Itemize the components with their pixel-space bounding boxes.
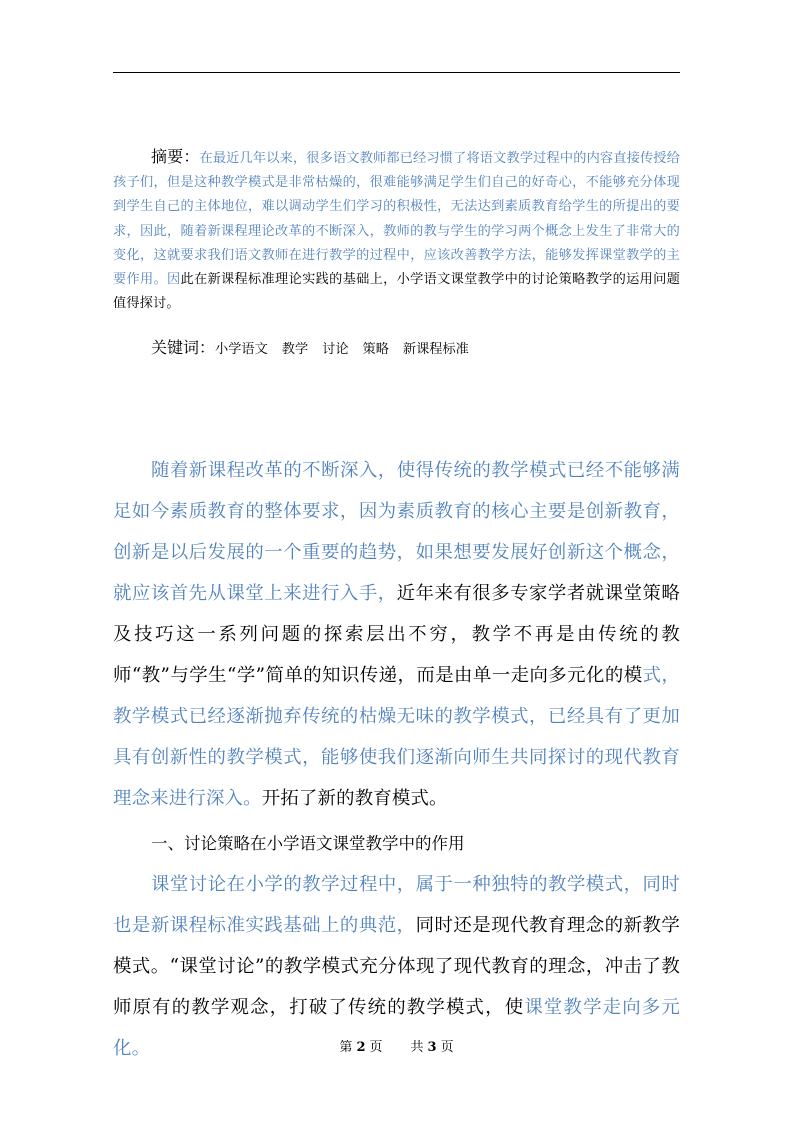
abstract-text-black: 此在新课程标准理论实践的基础上，小学语文课堂教学中的讨论策略教学的运用问题值得探讨。 [113, 272, 681, 312]
keyword-item: 讨论 [322, 342, 349, 357]
header-rule [113, 72, 680, 73]
intro-text-black-2: 开拓了新的教育模式。 [261, 788, 448, 809]
abstract-label: 摘要： [151, 147, 200, 166]
footer-total-suffix: 页 [440, 1040, 454, 1055]
intro-paragraph [113, 450, 680, 819]
keyword-item: 新课程标准 [402, 342, 469, 357]
intro-text-black-1: 近年来有很多专家学者就课堂策略及技巧这一系列问题的探索层出不穷，教学不再是由传统的教师“教”与学生“学”简单的知识传递，而是由单一走向多元化的模 [113, 583, 680, 686]
abstract-paragraph [113, 145, 680, 316]
keyword-item: 小学语文 [215, 342, 268, 357]
footer-page-suffix: 页 [369, 1040, 383, 1055]
abstract-text-blue: 在最近几年以来，很多语文教师都已经习惯了将语文教学过程中的内容直接传授给孩子们，但是这种教学模式是非常枯燥的，很难能够满足学生们自己的好奇心，不能够充分体现到学生自己的主体地位，难以调动学生们学习的积极性，无法达到素质教育给学生的所提出的要求，因此，随着新课程理论改革的不断深入，教师的教与学生的学习两个概念上发生了非常大的变化，这就要求我们语文教师在进行教学的过程中，应该改善教学方法，能够发挥课堂教学的主要作用。因 [113, 151, 680, 288]
keyword-item: 教学 [281, 342, 309, 357]
footer-total-prefix: 共 [410, 1040, 424, 1055]
section-text-black-1: 同时还是现代教育理念的新教学模式。“课堂讨论”的教学模式充分体现了现代教育的理念，冲击了教师原有的教学观念，打破了传统的教学模式，使 [113, 915, 680, 1018]
intro-text-blue-1: 随着新课程改革的不断深入，使得传统的教学模式已经不能够满足如今素质教育的整体要求，因为素质教育的核心主要是创新教育，创新是以后发展的一个重要的趋势，如果想要发展好创新这个概念，就应该首先从课堂上来进行入手， [113, 460, 680, 604]
page-footer [0, 1038, 793, 1058]
footer-total-pages: 3 [427, 1040, 437, 1055]
section-text-blue-2: 课堂教学走向多元化。 [113, 997, 681, 1059]
keyword-item: 策略 [362, 342, 389, 357]
keywords-line [151, 336, 469, 362]
footer-page-number: 2 [356, 1040, 366, 1055]
intro-text-blue-2: 式，教学模式已经逐渐抛弃传统的枯燥无味的教学模式，已经具有了更加具有创新性的教学模式，能够使我们逐渐向师生共同探讨的现代教育理念来进行深入。 [113, 665, 681, 809]
section-heading: 一、讨论策略在小学语文课堂教学中的作用 [151, 834, 465, 853]
section-text-blue-1: 课堂讨论在小学的教学过程中，属于一种独特的教学模式，同时也是新课程标准实践基础上的典范， [113, 874, 680, 936]
keywords-label: 关键词： [151, 338, 216, 357]
footer-page-prefix: 第 [339, 1040, 353, 1055]
